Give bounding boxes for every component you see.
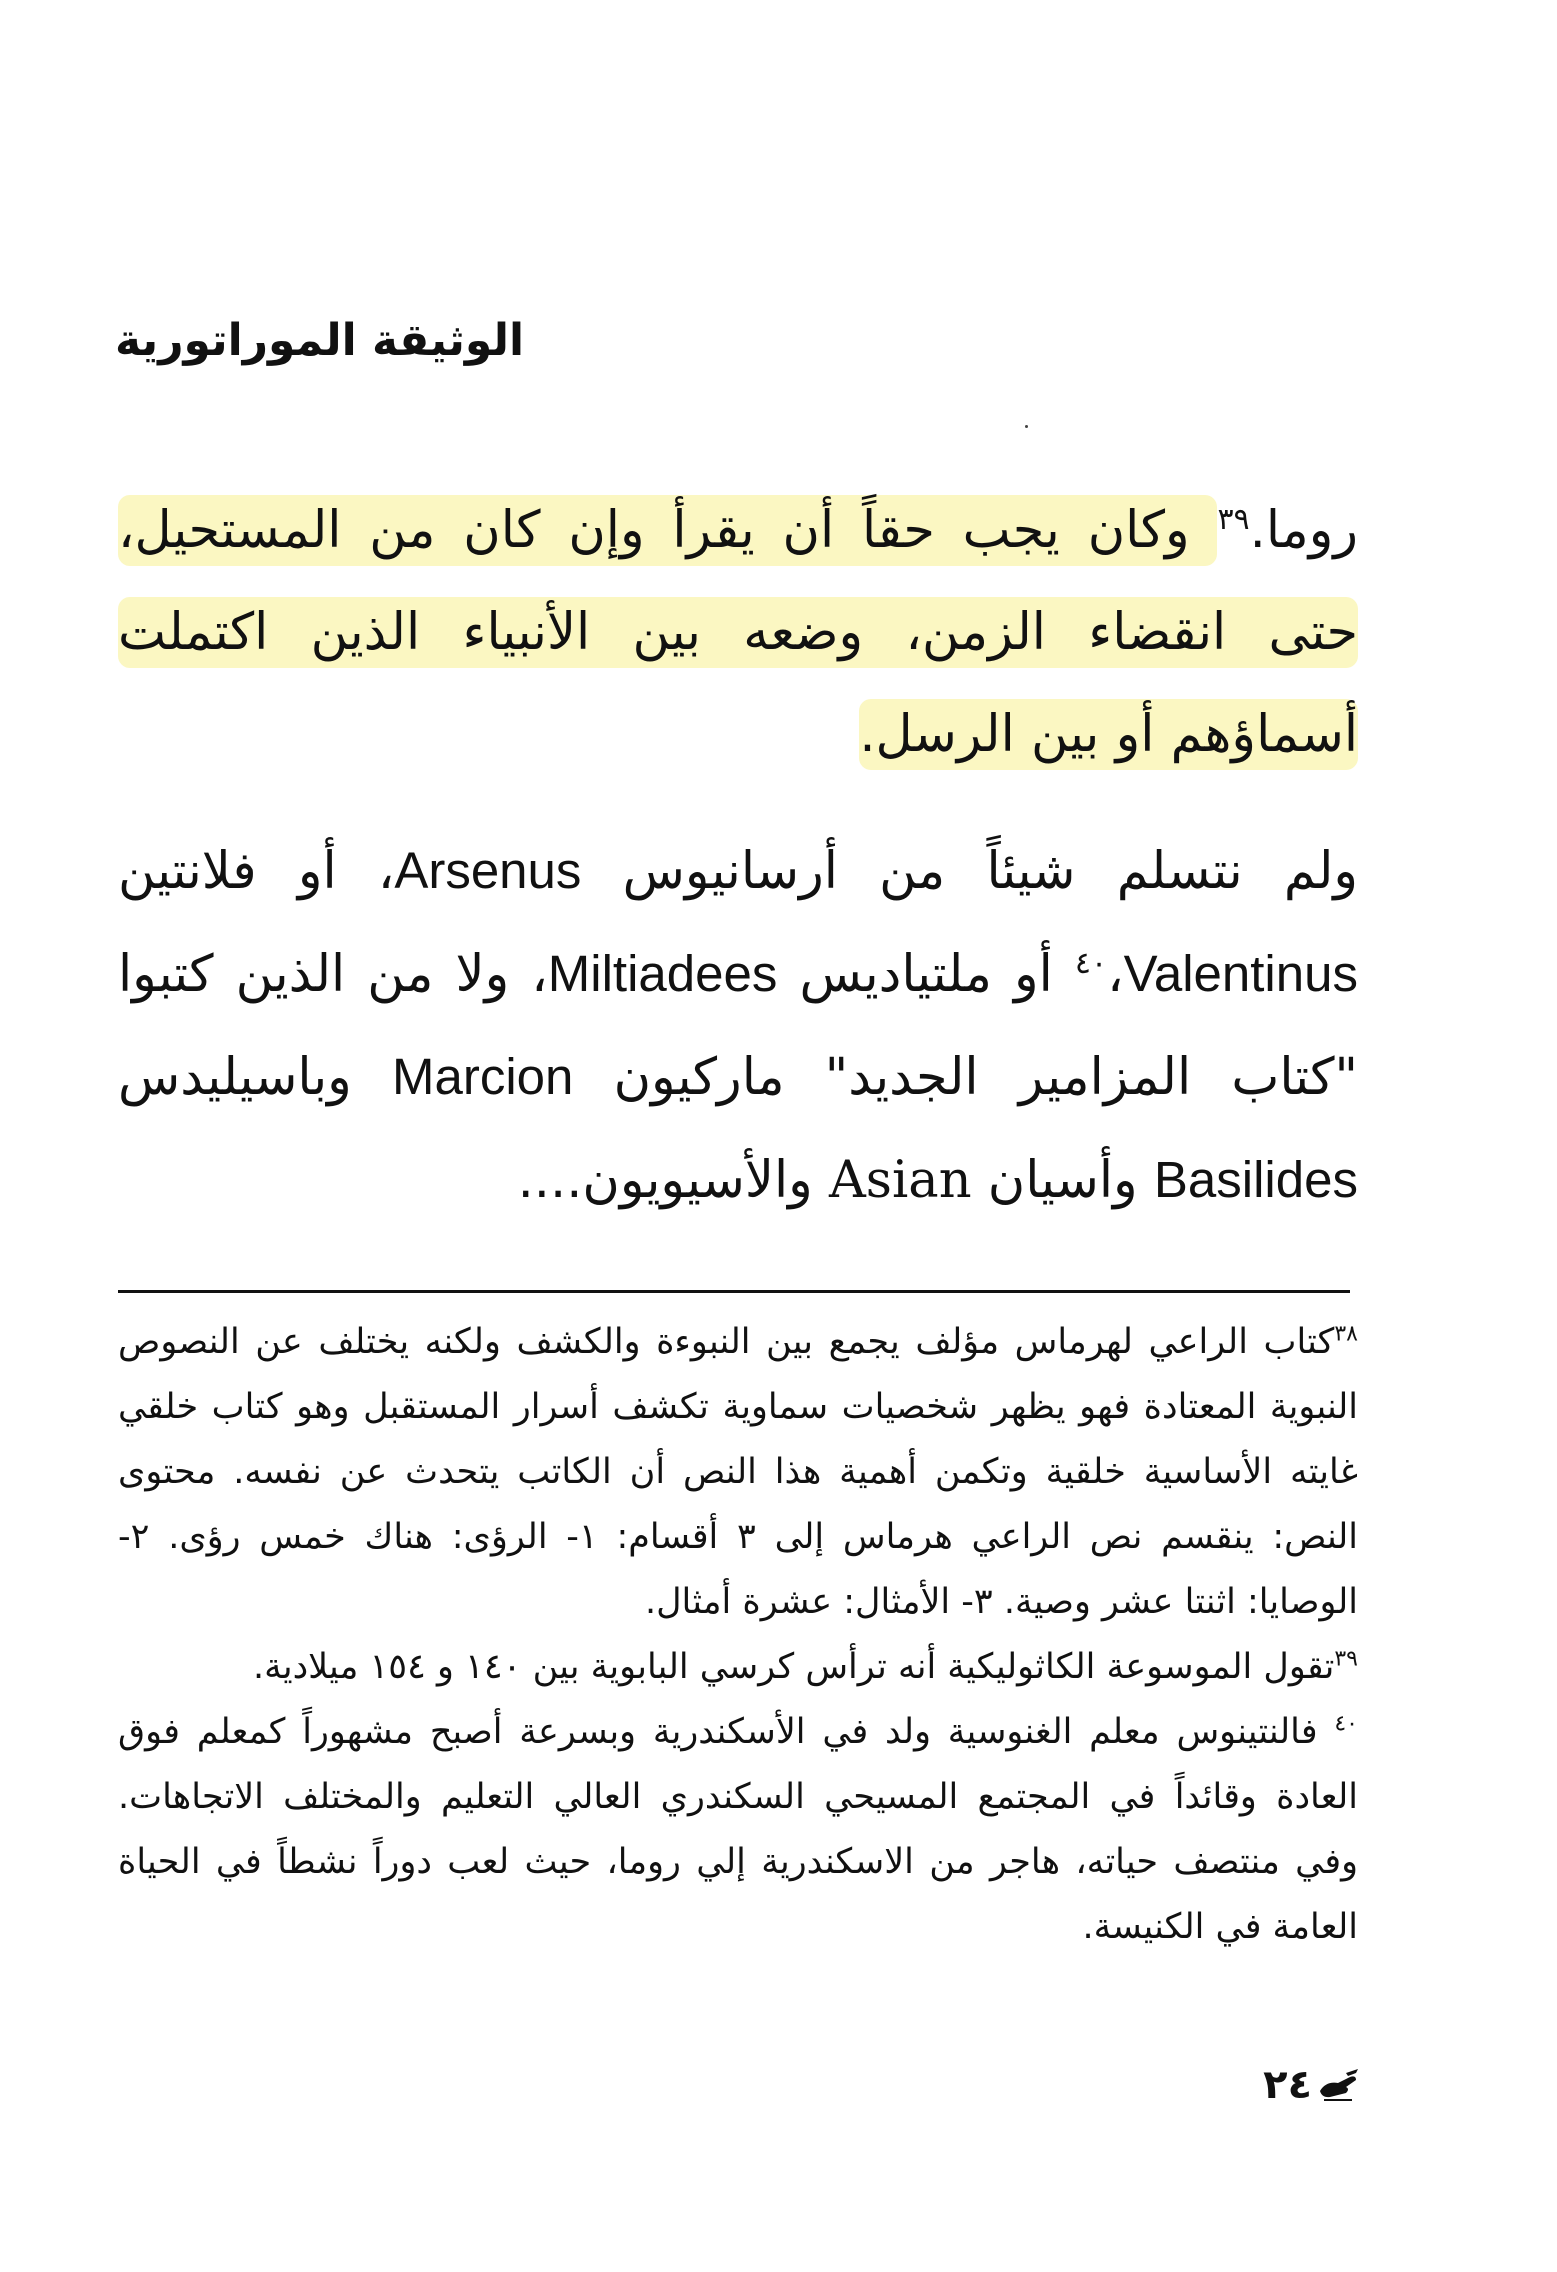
page-footer: [1220, 2055, 1360, 2115]
name-arsenus: Arsenus: [394, 842, 582, 899]
footnote-40: [118, 1700, 1358, 1960]
name-miltiadees: Miltiadees: [547, 945, 778, 1002]
highlighted-passage: وكان يجب حقاً أن يقرأ وإن كان من المستحيل، حتى انقضاء الزمن، وضعه بين الأنبياء الذين اكتملت أسماؤهم أو بين الرسل.: [118, 495, 1358, 770]
name-marcion: Marcion: [392, 1048, 574, 1105]
footnote-number: ٤٠: [1334, 1711, 1358, 1737]
footnotes: [118, 1310, 1358, 1960]
paragraph-1: [118, 480, 1358, 786]
footnote-38: [118, 1310, 1358, 1635]
name-valentinus: Valentinus: [1123, 945, 1358, 1002]
paragraph-1-lead: روما.: [1249, 501, 1358, 560]
paragraph-2-text-2: ، أو فلانتين: [118, 842, 395, 901]
footnote-ref-39[interactable]: ٣٩: [1217, 502, 1250, 537]
page-number: ٢٤: [1263, 2062, 1312, 2108]
footnote-divider: [118, 1290, 1350, 1293]
footnote-number: ٣٨: [1334, 1321, 1358, 1347]
name-basilides: Basilides: [1153, 1151, 1358, 1208]
paragraph-2: [118, 820, 1358, 1232]
paragraph-2-text-4: أو ملتياديس: [777, 945, 1075, 1004]
footnote-number: ٣٩: [1334, 1646, 1358, 1672]
footnote-text: تقول الموسوعة الكاثوليكية أنه ترأس كرسي البابوية بين ١٤٠ و ١٥٤ ميلادية.: [252, 1647, 1335, 1687]
running-header: الوثيقة الموراتورية: [115, 315, 525, 366]
name-asian: Asian: [828, 1151, 972, 1210]
footnote-text: كتاب الراعي لهرماس مؤلف يجمع بين النبوءة والكشف ولكنه يختلف عن النصوص النبوية المعتادة فهو يظهر شخصيات سماوية تكشف أسرار المستقبل وهو كتاب خلقي غايته الأساسية خلقية وتكمن أهمية هذا النص أن الكاتب يتحدث عن نفسه. محتوى النص: ينقسم نص الراعي هرماس إلى ٣ أقسام: ١- الرؤى: هناك خمس رؤى. ٢- الوصايا: اثنتا عشر وصية. ٣- الأمثال: عشرة أمثال.: [118, 1322, 1358, 1622]
writing-hand-icon: [1316, 2067, 1360, 2103]
footnote-39: [118, 1635, 1358, 1700]
paragraph-2-text-1: ولم نتسلم شيئاً من أرسانيوس: [581, 842, 1358, 901]
paragraph-2-text-8: والأسيويون....: [517, 1151, 829, 1210]
scan-speck: [1025, 425, 1028, 428]
footnote-ref-40[interactable]: ٤٠: [1074, 946, 1108, 981]
footnote-text: فالنتينوس معلم الغنوسية ولد في الأسكندرية وبسرعة أصبح مشهوراً كمعلم فوق العادة وقائداً في المجتمع المسيحي السكندري العالي التعليم والمختلف الاتجاهات. وفي منتصف حياته، هاجر من الاسكندرية إلي روما، حيث لعب دوراً نشطاً في الحياة العامة في الكنيسة.: [118, 1712, 1358, 1947]
paragraph-2-text-3: ،: [1107, 945, 1124, 1004]
paragraph-2-text-5: ، ولا من الذين كتبوا "كتاب المزامير الجديد" ماركيون: [118, 945, 1359, 1107]
paragraph-2-text-6: وباسيليدس: [118, 1048, 392, 1107]
paragraph-2-text-7: وأسيان: [971, 1151, 1154, 1210]
